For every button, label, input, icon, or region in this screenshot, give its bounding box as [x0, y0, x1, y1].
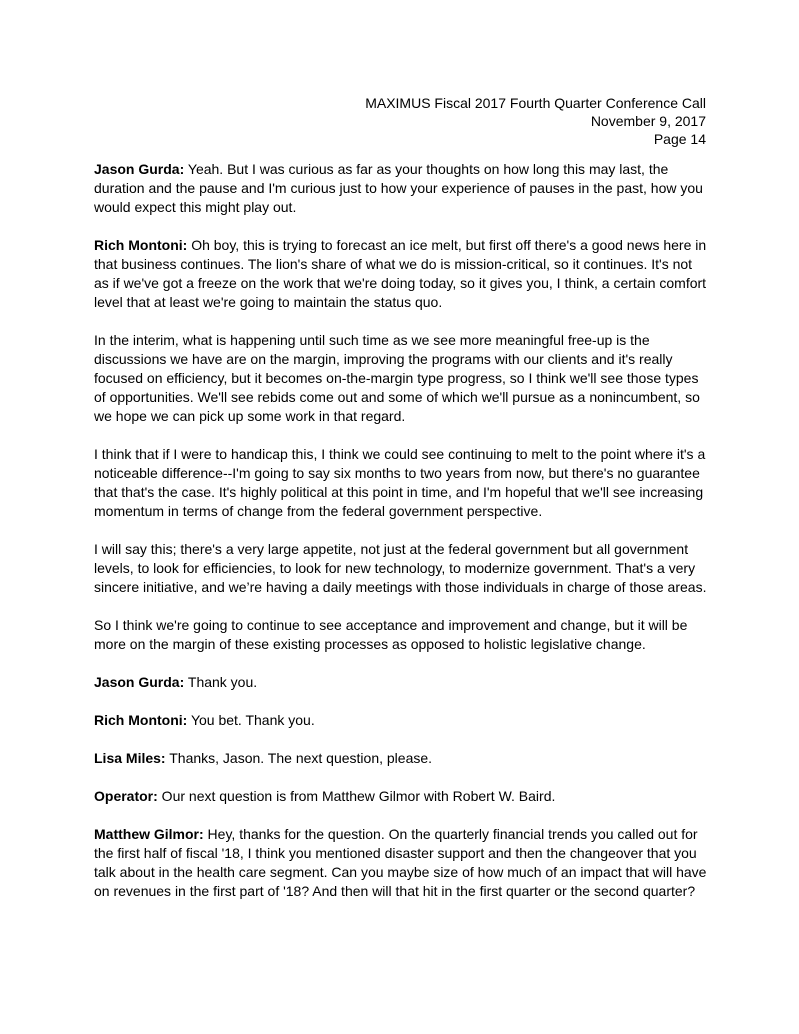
paragraph-text: I will say this; there's a very large appetite, not just at the federal government but all government levels, to look for efficiencies, to look for new technology, to modernize government. That's a very sincere initiative, and we’re having a daily meetings with those individuals in charge of those areas.: [94, 541, 707, 595]
header-title: MAXIMUS Fiscal 2017 Fourth Quarter Conference Call: [365, 95, 706, 111]
speaker-name: Operator:: [94, 788, 158, 804]
paragraph-text: Oh boy, this is trying to forecast an ice melt, but first off there's a good news here in that business continues. The lion's share of what we do is mission-critical, so it continues. It's not as if we've got a freeze on the work that we're doing today, so it gives you, I think, a certain comfort level that at least we're going to maintain the status quo.: [94, 237, 707, 310]
speaker-name: Jason Gurda:: [94, 161, 185, 177]
paragraph-text: Yeah. But I was curious as far as your thoughts on how long this may last, the duration and the pause and I'm curious just to how your experience of pauses in the past, how you would expect this might play out.: [94, 161, 703, 215]
transcript-paragraph: [94, 616, 708, 654]
transcript-paragraph: [94, 787, 708, 806]
paragraph-text: I think that if I were to handicap this, I think we could see continuing to melt to the point where it's a noticeable difference--I'm going to say six months to two years from now, but there's no guarantee that that's the case. It's highly political at this point in time, and I'm hopeful that we'll see increasing momentum in terms of change from the federal government perspective.: [94, 446, 706, 519]
transcript-paragraph: [94, 540, 708, 597]
speaker-name: Lisa Miles:: [94, 750, 166, 766]
transcript-paragraph: [94, 711, 708, 730]
speaker-name: Jason Gurda:: [94, 674, 185, 690]
transcript-paragraph: [94, 445, 708, 521]
speaker-name: Rich Montoni:: [94, 237, 188, 253]
transcript-paragraph: [94, 749, 708, 768]
paragraph-text: In the interim, what is happening until such time as we see more meaningful free-up is the discussions we have are on the margin, improving the programs with our clients and it's really focused on efficiency, but it becomes on-the-margin type progress, so I think we'll see those types of opportunities. We'll see rebids come out and some of which we'll pursue as a nonincumbent, so we hope we can pick up some work in that regard.: [94, 332, 700, 424]
transcript-body: [94, 160, 708, 920]
transcript-paragraph: [94, 236, 708, 312]
speaker-name: Rich Montoni:: [94, 712, 188, 728]
page-header: [365, 94, 706, 148]
paragraph-text: Thank you.: [184, 674, 258, 690]
paragraph-text: So I think we're going to continue to see acceptance and improvement and change, but it will be more on the margin of these existing processes as opposed to holistic legislative change.: [94, 617, 688, 652]
transcript-paragraph: [94, 825, 708, 901]
header-page-number: Page 14: [653, 131, 706, 147]
header-date: November 9, 2017: [590, 113, 706, 129]
transcript-paragraph: [94, 160, 708, 217]
paragraph-text: Our next question is from Matthew Gilmor with Robert W. Baird.: [157, 788, 556, 804]
transcript-paragraph: [94, 331, 708, 426]
transcript-paragraph: [94, 673, 708, 692]
speaker-name: Matthew Gilmor:: [94, 826, 204, 842]
paragraph-text: Thanks, Jason. The next question, please.: [165, 750, 433, 766]
paragraph-text: Hey, thanks for the question. On the quarterly financial trends you called out for the first half of fiscal '18, I think you mentioned disaster support and then the changeover that you talk about in the health care segment. Can you maybe size of how much of an impact that will have on revenues in the first part of '18? And then will that hit in the first quarter or the second quarter?: [94, 826, 707, 899]
paragraph-text: You bet. Thank you.: [187, 712, 315, 728]
